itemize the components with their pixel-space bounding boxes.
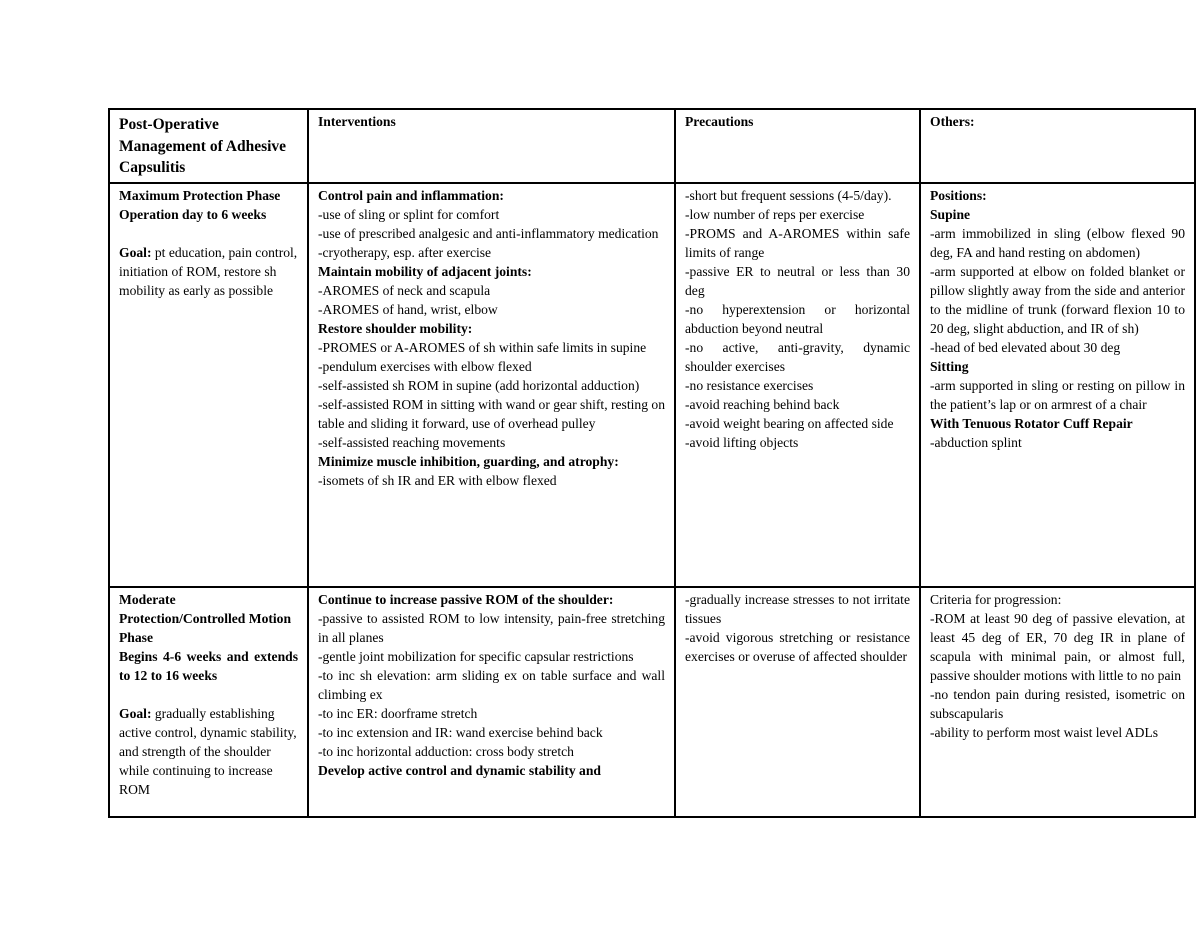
table-row: [109, 183, 1195, 587]
list-item: -arm immobilized in sling (elbow flexed 90 deg, FA and hand resting on abdomen): [930, 226, 1185, 260]
list-item: -pendulum exercises with elbow flexed: [318, 359, 532, 374]
list-item: -to inc extension and IR: wand exercise behind back: [318, 725, 603, 740]
list-item: -avoid reaching behind back: [685, 397, 840, 412]
positions-label: Positions:: [930, 188, 987, 203]
intervention-heading: Control pain and inflammation:: [318, 188, 504, 203]
phase-cell: [109, 587, 308, 817]
header-cell-title: [109, 109, 308, 183]
interventions-cell: [308, 183, 675, 587]
header-others: Others:: [930, 114, 975, 129]
phase-timing: Operation day to 6 weeks: [119, 207, 267, 222]
list-item: -PROMS and A-AROMES within safe limits of range: [685, 226, 910, 260]
list-item: -no resistance exercises: [685, 378, 814, 393]
intervention-heading: Continue to increase passive ROM of the shoulder:: [318, 592, 614, 607]
header-interventions: Interventions: [318, 114, 396, 129]
goal-label: Goal:: [119, 245, 152, 260]
precautions-cell: [675, 587, 920, 817]
list-item: -arm supported at elbow on folded blanket or pillow slightly away from the side and anterior to the midline of trunk (forward flexion 10 to 20 deg, slight abduction, and IR of sh): [930, 264, 1185, 336]
list-item: -no active, anti-gravity, dynamic shoulder exercises: [685, 340, 910, 374]
sitting-label: Sitting: [930, 359, 969, 374]
table-row: [109, 587, 1195, 817]
supine-label: Supine: [930, 207, 971, 222]
management-table: [108, 108, 1196, 818]
criteria-label: Criteria for progression:: [930, 592, 1062, 607]
list-item: -self-assisted reaching movements: [318, 435, 506, 450]
phase-title: Maximum Protection Phase: [119, 188, 281, 203]
list-item: -use of prescribed analgesic and anti-inflammatory medication: [318, 226, 659, 241]
list-item: -AROMES of hand, wrist, elbow: [318, 302, 498, 317]
header-cell-precautions: [675, 109, 920, 183]
list-item: -ability to perform most waist level ADLs: [930, 725, 1159, 740]
list-item: -to inc ER: doorframe stretch: [318, 706, 478, 721]
list-item: -no tendon pain during resisted, isometric on subscapularis: [930, 687, 1185, 721]
header-cell-others: [920, 109, 1195, 183]
table-title: Post-Operative Management of Adhesive Capsulitis: [119, 116, 287, 176]
list-item: -isomets of sh IR and ER with elbow flexed: [318, 473, 557, 488]
list-item: -low number of reps per exercise: [685, 207, 865, 222]
list-item: -avoid lifting objects: [685, 435, 799, 450]
list-item: -cryotherapy, esp. after exercise: [318, 245, 492, 260]
goal-text: gradually establishing active control, dynamic stability, and strength of the shoulder while continuing to increase ROM: [119, 706, 297, 797]
intervention-heading: Restore shoulder mobility:: [318, 321, 473, 336]
others-cell: [920, 183, 1195, 587]
list-item: -short but frequent sessions (4-5/day).: [685, 188, 892, 203]
list-item: -AROMES of neck and scapula: [318, 283, 491, 298]
phase-cell: [109, 183, 308, 587]
list-item: -abduction splint: [930, 435, 1022, 450]
list-item: -use of sling or splint for comfort: [318, 207, 500, 222]
phase-timing: Begins 4-6 weeks and extends to 12 to 16 weeks: [119, 649, 298, 683]
list-item: -passive ER to neutral or less than 30 deg: [685, 264, 910, 298]
goal-text: pt education, pain control, initiation of ROM, restore sh mobility as early as possible: [119, 245, 298, 298]
list-item: -passive to assisted ROM to low intensity, pain-free stretching in all planes: [318, 611, 665, 645]
list-item: -to inc horizontal adduction: cross body stretch: [318, 744, 574, 759]
list-item: -PROMES or A-AROMES of sh within safe limits in supine: [318, 340, 647, 355]
others-cell: [920, 587, 1195, 817]
goal-label: Goal:: [119, 706, 152, 721]
list-item: -self-assisted ROM in sitting with wand or gear shift, resting on table and sliding it forward, use of overhead pulley: [318, 397, 665, 431]
list-item: -head of bed elevated about 30 deg: [930, 340, 1121, 355]
list-item: -gentle joint mobilization for specific capsular restrictions: [318, 649, 634, 664]
list-item: -arm supported in sling or resting on pillow in the patient’s lap or on armrest of a chair: [930, 378, 1185, 412]
list-item: -gradually increase stresses to not irritate tissues: [685, 592, 910, 626]
phase-title: Moderate Protection/Controlled Motion Phase: [119, 592, 292, 645]
list-item: -avoid vigorous stretching or resistance exercises or overuse of affected shoulder: [685, 630, 910, 664]
rotator-cuff-label: With Tenuous Rotator Cuff Repair: [930, 416, 1133, 431]
header-cell-interventions: [308, 109, 675, 183]
intervention-heading: Minimize muscle inhibition, guarding, and atrophy:: [318, 454, 619, 469]
precautions-cell: [675, 183, 920, 587]
list-item: -to inc sh elevation: arm sliding ex on table surface and wall climbing ex: [318, 668, 665, 702]
list-item: -ROM at least 90 deg of passive elevation, at least 45 deg of ER, 70 deg IR in plane of scapula with minimal pain, or almost full, passive shoulder motions with little to no pain: [930, 611, 1185, 683]
list-item: -avoid weight bearing on affected side: [685, 416, 894, 431]
list-item: -self-assisted sh ROM in supine (add horizontal adduction): [318, 378, 640, 393]
intervention-heading: Maintain mobility of adjacent joints:: [318, 264, 532, 279]
list-item: -no hyperextension or horizontal abduction beyond neutral: [685, 302, 910, 336]
interventions-cell: [308, 587, 675, 817]
header-precautions: Precautions: [685, 114, 754, 129]
intervention-heading: Develop active control and dynamic stability and: [318, 763, 601, 778]
table-header-row: [109, 109, 1195, 183]
